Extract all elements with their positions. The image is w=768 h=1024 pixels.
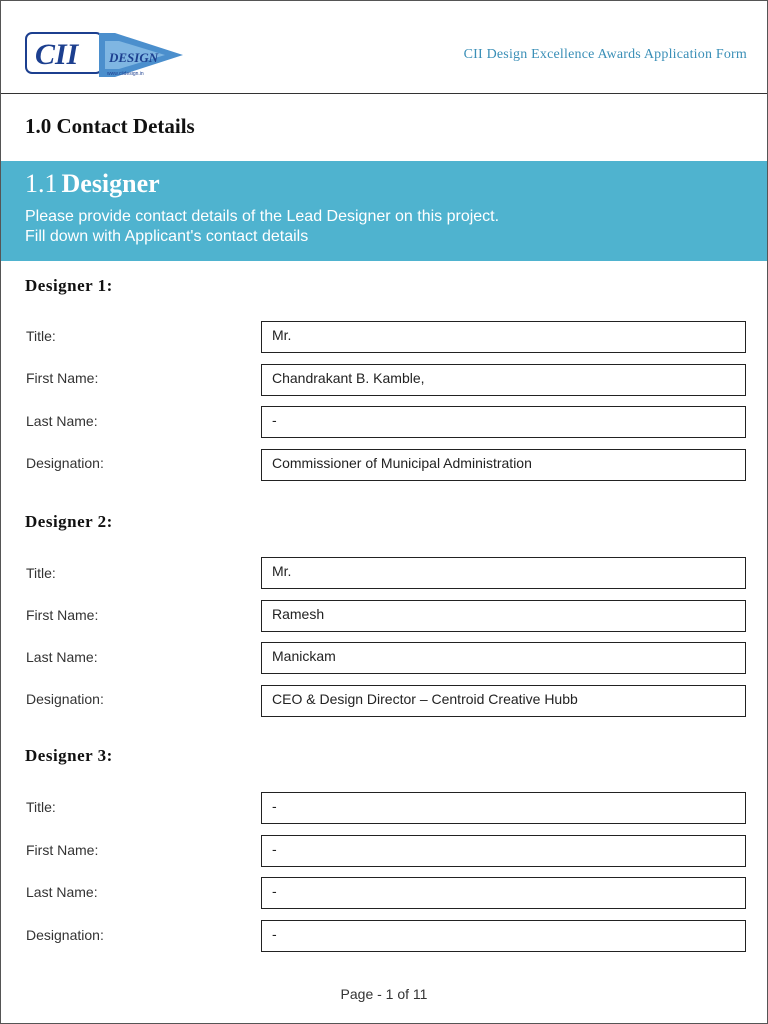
logo-url-text: www.ciidesign.in — [107, 71, 144, 77]
designer-2-designation-label: Designation: — [26, 691, 104, 707]
designer-2-last-name-label: Last Name: — [26, 649, 98, 665]
designer-3-designation-label: Designation: — [26, 927, 104, 943]
logo-main-text: CII — [35, 38, 79, 71]
designer-1-last-name-label: Last Name: — [26, 413, 98, 429]
designer-2-last-name-field[interactable]: Manickam — [261, 642, 746, 674]
designer-1-heading: Designer 1: — [25, 276, 113, 295]
designer-3-first-name-label: First Name: — [26, 842, 99, 858]
designer-1-designation-label: Designation: — [26, 455, 104, 471]
banner-instruction-1: Please provide contact details of the Lead Designer on this project. — [25, 208, 500, 225]
designer-3-last-name-label: Last Name: — [26, 884, 98, 900]
page-header — [1, 1, 767, 94]
banner-instruction-2: Fill down with Applicant's contact details — [25, 228, 309, 245]
banner-number: 1.1 — [25, 169, 58, 198]
designer-1-first-name-label: First Name: — [26, 370, 99, 386]
designer-1-first-name-field[interactable]: Chandrakant B. Kamble, — [261, 364, 746, 396]
logo-sub-text: DESIGN — [109, 50, 159, 65]
form-title: CII Design Excellence Awards Application Form — [463, 47, 747, 62]
designer-3-first-name-field[interactable]: - — [261, 835, 746, 867]
designer-banner — [1, 161, 767, 261]
designer-2-title-label: Title: — [26, 565, 56, 581]
banner-heading: Designer — [61, 169, 160, 198]
designer-1-title-field[interactable]: Mr. — [261, 321, 746, 353]
designer-2-first-name-field[interactable]: Ramesh — [261, 600, 746, 632]
designer-1-last-name-field[interactable]: - — [261, 406, 746, 438]
designer-1-designation-field[interactable]: Commissioner of Municipal Administration — [261, 449, 746, 481]
designer-2-designation-field[interactable]: CEO & Design Director – Centroid Creative Hubb — [261, 685, 746, 717]
designer-3-designation-field[interactable]: - — [261, 920, 746, 952]
designer-3-title-label: Title: — [26, 799, 56, 815]
designer-1-title-label: Title: — [26, 328, 56, 344]
page-number: Page - 1 of 11 — [340, 986, 428, 1002]
designer-2-first-name-label: First Name: — [26, 607, 99, 623]
designer-2-heading: Designer 2: — [25, 512, 113, 531]
designer-3-last-name-field[interactable]: - — [261, 877, 746, 909]
cii-design-logo — [25, 31, 185, 79]
banner-title — [25, 169, 160, 199]
designer-3-title-field[interactable]: - — [261, 792, 746, 824]
designer-2-title-field[interactable]: Mr. — [261, 557, 746, 589]
designer-3-heading: Designer 3: — [25, 746, 113, 765]
section-title: 1.0 Contact Details — [25, 114, 195, 138]
